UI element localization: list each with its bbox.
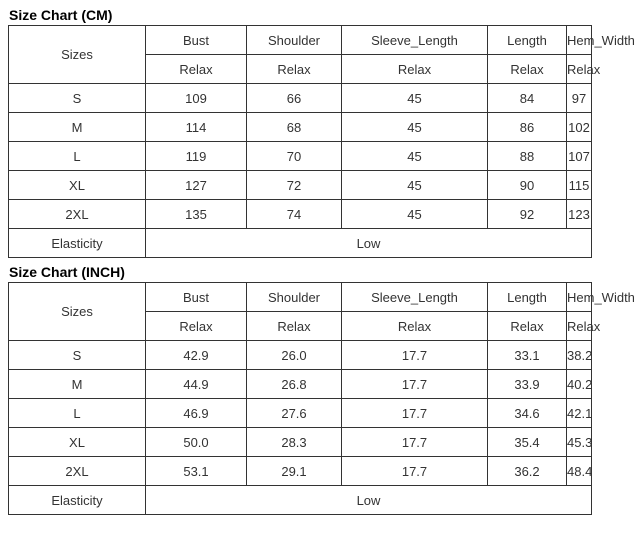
table-cell: 88	[488, 142, 567, 171]
table-cell: 17.7	[342, 370, 488, 399]
table-cell: 26.8	[247, 370, 342, 399]
fit-cell: Relax	[342, 55, 488, 84]
table-row	[9, 428, 592, 457]
sizes-header: Sizes	[9, 26, 146, 84]
table-cell: 45	[342, 113, 488, 142]
table-cell: 42.1	[567, 399, 592, 428]
table-row	[9, 171, 592, 200]
fit-cell: Relax	[342, 312, 488, 341]
table-row	[9, 370, 592, 399]
fit-cell: Relax	[567, 312, 592, 341]
fit-cell: Relax	[146, 312, 247, 341]
column-header-bust: Bust	[146, 26, 247, 55]
header-row	[9, 283, 592, 312]
table-row	[9, 200, 592, 229]
elasticity-value: Low	[146, 229, 592, 258]
elasticity-row	[9, 486, 592, 515]
table-cell: 70	[247, 142, 342, 171]
size-label: 2XL	[9, 457, 146, 486]
column-header-sleeve-length: Sleeve_Length	[342, 26, 488, 55]
size-label: XL	[9, 171, 146, 200]
table-cell: 119	[146, 142, 247, 171]
table-cell: 66	[247, 84, 342, 113]
header-row	[9, 26, 592, 55]
size-chart-cm	[8, 5, 635, 258]
chart-title: Size Chart (INCH)	[9, 264, 125, 280]
table-cell: 17.7	[342, 399, 488, 428]
column-header-hem-width: Hem_Width	[567, 26, 592, 55]
size-label: 2XL	[9, 200, 146, 229]
elasticity-label: Elasticity	[9, 229, 146, 258]
table-cell: 68	[247, 113, 342, 142]
fit-cell: Relax	[567, 55, 592, 84]
table-cell: 90	[488, 171, 567, 200]
table-cell: 26.0	[247, 341, 342, 370]
table-cell: 42.9	[146, 341, 247, 370]
table-cell: 45	[342, 200, 488, 229]
fit-cell: Relax	[146, 55, 247, 84]
elasticity-row	[9, 229, 592, 258]
table-cell: 44.9	[146, 370, 247, 399]
size-table	[8, 25, 635, 258]
column-header-hem-width: Hem_Width	[567, 283, 592, 312]
table-cell: 17.7	[342, 428, 488, 457]
table-cell: 127	[146, 171, 247, 200]
table-cell: 33.9	[488, 370, 567, 399]
table-cell: 135	[146, 200, 247, 229]
elasticity-label: Elasticity	[9, 486, 146, 515]
table-cell: 107	[567, 142, 592, 171]
table-cell: 27.6	[247, 399, 342, 428]
size-label: L	[9, 142, 146, 171]
size-label: M	[9, 113, 146, 142]
table-cell: 38.2	[567, 341, 592, 370]
table-cell: 29.1	[247, 457, 342, 486]
table-cell: 53.1	[146, 457, 247, 486]
table-row	[9, 113, 592, 142]
column-header-sleeve-length: Sleeve_Length	[342, 283, 488, 312]
fit-cell: Relax	[247, 55, 342, 84]
size-label: S	[9, 84, 146, 113]
size-label: L	[9, 399, 146, 428]
column-header-length: Length	[488, 26, 567, 55]
fit-cell: Relax	[488, 312, 567, 341]
table-cell: 109	[146, 84, 247, 113]
table-cell: 45.3	[567, 428, 592, 457]
fit-cell: Relax	[488, 55, 567, 84]
table-row	[9, 457, 592, 486]
table-cell: 72	[247, 171, 342, 200]
table-cell: 115	[567, 171, 592, 200]
table-cell: 34.6	[488, 399, 567, 428]
column-header-shoulder: Shoulder	[247, 283, 342, 312]
table-cell: 45	[342, 84, 488, 113]
fit-cell: Relax	[247, 312, 342, 341]
table-cell: 17.7	[342, 341, 488, 370]
table-cell: 84	[488, 84, 567, 113]
table-cell: 114	[146, 113, 247, 142]
table-cell: 33.1	[488, 341, 567, 370]
size-table	[8, 282, 635, 515]
table-cell: 97	[567, 84, 592, 113]
size-label: S	[9, 341, 146, 370]
table-cell: 102	[567, 113, 592, 142]
table-cell: 92	[488, 200, 567, 229]
sizes-header: Sizes	[9, 283, 146, 341]
elasticity-value: Low	[146, 486, 592, 515]
column-header-shoulder: Shoulder	[247, 26, 342, 55]
table-cell: 74	[247, 200, 342, 229]
table-cell: 36.2	[488, 457, 567, 486]
size-chart-inch	[8, 262, 635, 515]
column-header-bust: Bust	[146, 283, 247, 312]
table-row	[9, 84, 592, 113]
table-cell: 50.0	[146, 428, 247, 457]
column-header-length: Length	[488, 283, 567, 312]
chart-title: Size Chart (CM)	[9, 7, 113, 23]
table-cell: 40.2	[567, 370, 592, 399]
size-label: XL	[9, 428, 146, 457]
table-cell: 28.3	[247, 428, 342, 457]
table-cell: 17.7	[342, 457, 488, 486]
table-cell: 35.4	[488, 428, 567, 457]
table-cell: 45	[342, 142, 488, 171]
table-row	[9, 341, 592, 370]
size-label: M	[9, 370, 146, 399]
table-cell: 86	[488, 113, 567, 142]
table-cell: 45	[342, 171, 488, 200]
table-cell: 123	[567, 200, 592, 229]
table-cell: 46.9	[146, 399, 247, 428]
table-row	[9, 399, 592, 428]
table-row	[9, 142, 592, 171]
table-cell: 48.4	[567, 457, 592, 486]
